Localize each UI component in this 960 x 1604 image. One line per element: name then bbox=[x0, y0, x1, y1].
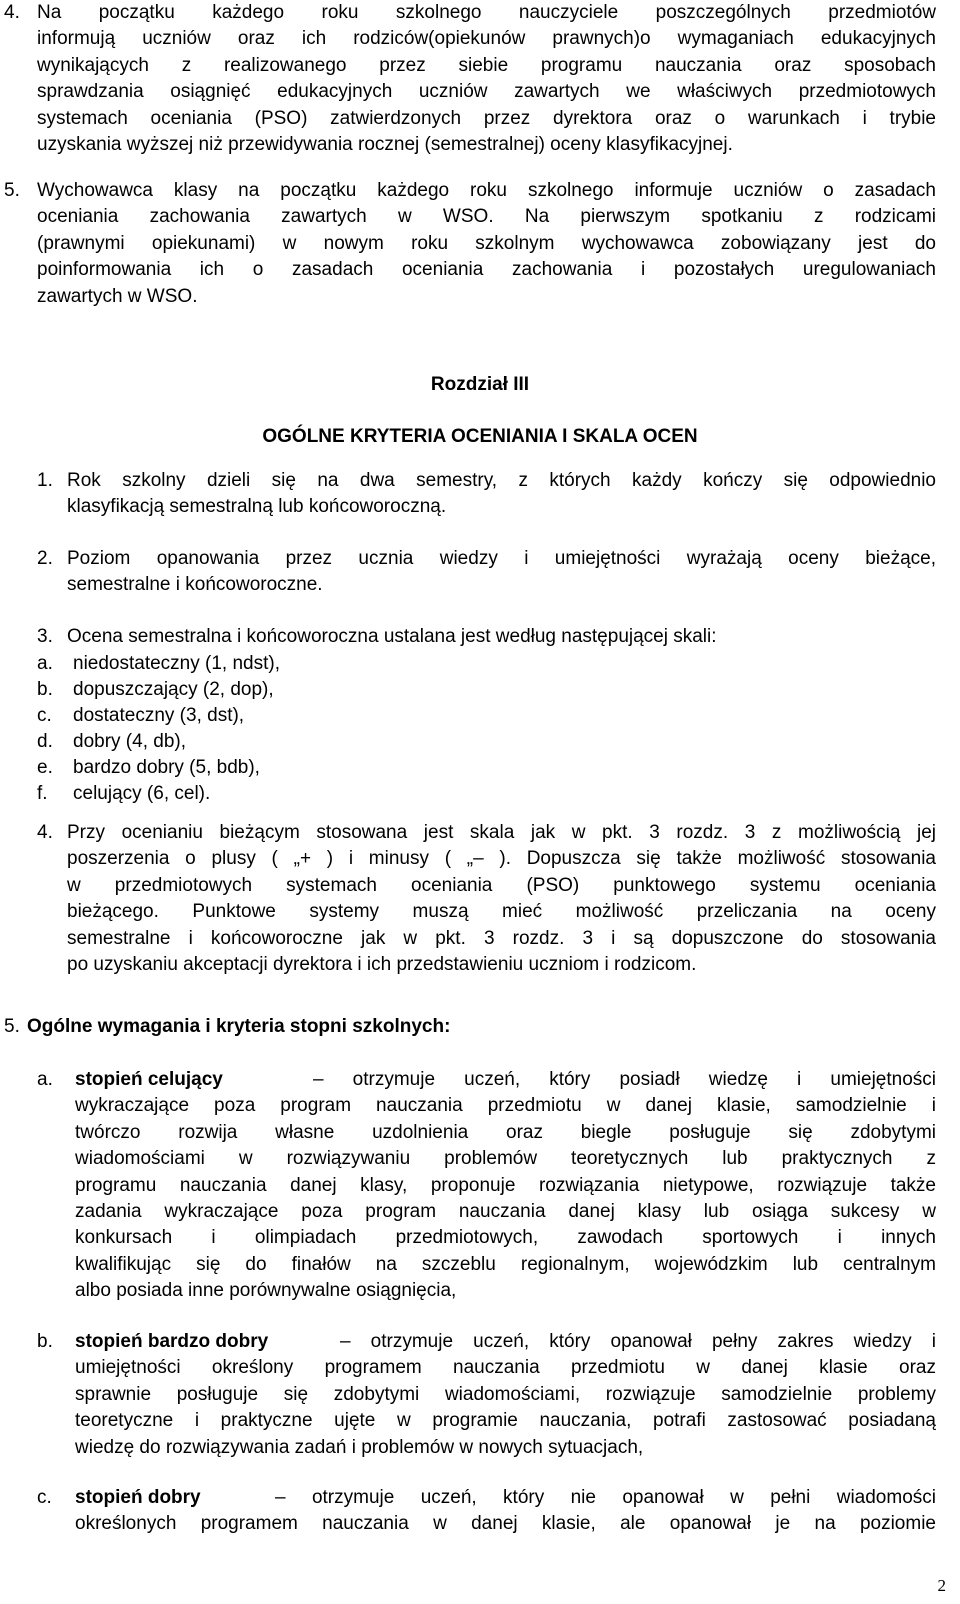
text-line: konkursach i olimpiadach przedmiotowych, zawodach sportowych i innych bbox=[75, 1227, 936, 1249]
section-title: Ogólne wymagania i kryteria stopni szkolnych: bbox=[27, 1016, 451, 1037]
text-line: Przy ocenianiu bieżącym stosowana jest skala jak w pkt. 3 rozdz. 3 z możliwością jej bbox=[67, 822, 936, 843]
text-line: wykraczające poza program nauczania przedmiotu w danej klasie, samodzielnie i bbox=[75, 1095, 936, 1117]
text-line: zawartych w WSO. bbox=[37, 285, 198, 307]
text-line: klasyfikacją semestralną lub końcoworoczną. bbox=[67, 496, 447, 518]
text-line: albo posiada inne porównywalne osiągnięcia, bbox=[75, 1280, 457, 1302]
text-line: sprawnie posługuje się zdobytymi wiadomościami, rozwiązuje samodzielnie problemy bbox=[75, 1383, 936, 1405]
text-line: teoretyczne i praktyczne ujęte w programie nauczania, potrafi zastosować posiadaną bbox=[75, 1410, 936, 1432]
scale-item-label: e. bbox=[37, 757, 53, 778]
grade-term: stopień dobry bbox=[75, 1487, 201, 1508]
scale-item-label: d. bbox=[37, 731, 53, 752]
text-line: wiadomościami w rozwiązywaniu problemów teoretycznych lub praktycznych z bbox=[75, 1148, 936, 1170]
scale-item-label: f. bbox=[37, 783, 48, 804]
scale-item-label: a. bbox=[37, 653, 53, 674]
text-line: wynikających z realizowanego przez siebie programu nauczania oraz sposobach bbox=[37, 54, 936, 76]
text-line: informują uczniów oraz ich rodziców(opiekunów prawnych)o wymaganiach edukacyjnych bbox=[37, 28, 936, 50]
scale-item-text: dopuszczający (2, dop), bbox=[73, 679, 274, 700]
text-line: poinformowania ich o zasadach oceniania zachowania i pozostałych uregulowaniach bbox=[37, 259, 936, 281]
scale-item-text: niedostateczny (1, ndst), bbox=[73, 653, 280, 674]
item-number: 2. bbox=[37, 548, 53, 569]
text-line: – otrzymuje uczeń, który posiadł wiedzę i umiejętności bbox=[313, 1069, 936, 1090]
text-line: Na początku każdego roku szkolnego nauczyciele poszczególnych przedmiotów bbox=[37, 2, 936, 23]
text-line: – otrzymuje uczeń, który nie opanował w pełni wiadomości bbox=[275, 1487, 936, 1508]
scale-item-text: bardzo dobry (5, bdb), bbox=[73, 757, 260, 778]
text-line: wiedzę do rozwiązywania zadań i problemów w nowych sytuacjach, bbox=[75, 1436, 644, 1458]
text-line: zadania wykraczające poza program nauczania danej klasy lub osiąga sukcesy w bbox=[75, 1201, 936, 1223]
grade-label: c. bbox=[37, 1487, 52, 1508]
section-number: 5. bbox=[4, 1016, 20, 1037]
scale-intro: Ocena semestralna i końcoworoczna ustalana jest według następującej skali: bbox=[67, 626, 717, 647]
paragraph-number: 5. bbox=[4, 180, 20, 201]
text-line: Poziom opanowania przez ucznia wiedzy i umiejętności wyrażają oceny bieżące, bbox=[67, 548, 936, 569]
text-line: bieżącego. Punktowe systemy muszą mieć możliwość przeliczania na oceny bbox=[67, 901, 936, 923]
scale-item-label: b. bbox=[37, 679, 53, 700]
text-line: w przedmiotowych systemach oceniania (PSO) punktowego systemu oceniania bbox=[67, 874, 936, 896]
text-line: określonych programem nauczania w danej klasie, ale opanował je na poziomie bbox=[75, 1513, 936, 1535]
text-line: systemach oceniania (PSO) zatwierdzonych przez dyrektora oraz o warunkach i trybie bbox=[37, 107, 936, 129]
item-number: 1. bbox=[37, 470, 53, 491]
scale-item-text: dobry (4, db), bbox=[73, 731, 186, 752]
text-line: uzyskania wyższej niż przewidywania rocznej (semestralnej) oceny klasyfikacyjnej. bbox=[37, 134, 733, 156]
text-line: programu nauczania danej klasy, proponuje rozwiązania nietypowe, rozwiązuje także bbox=[75, 1174, 936, 1196]
text-line: twórczo rozwija własne uzdolnienia oraz biegle posługuje się zdobytymi bbox=[75, 1121, 936, 1143]
grade-label: b. bbox=[37, 1331, 53, 1352]
item-number: 4. bbox=[37, 822, 53, 843]
text-line: po uzyskaniu akceptacji dyrektora i ich przedstawieniu uczniom i rodzicom. bbox=[67, 954, 697, 976]
scale-item-label: c. bbox=[37, 705, 52, 726]
chapter-subtitle: OGÓLNE KRYTERIA OCENIANIA I SKALA OCEN bbox=[262, 426, 698, 447]
grade-term: stopień celujący bbox=[75, 1069, 223, 1090]
grade-term: stopień bardzo dobry bbox=[75, 1331, 269, 1352]
text-line: (prawnymi opiekunami) w nowym roku szkolnym wychowawca zobowiązany jest do bbox=[37, 232, 936, 254]
text-line: oceniania zachowania zawartych w WSO. Na pierwszym spotkaniu z rodzicami bbox=[37, 206, 936, 228]
text-line: semestralne i końcoworoczne. bbox=[67, 574, 323, 596]
text-line: Rok szkolny dzieli się na dwa semestry, z których każdy kończy się odpowiednio bbox=[67, 470, 936, 491]
text-line: umiejętności określony programem nauczania przedmiotu w danej klasie oraz bbox=[75, 1357, 936, 1379]
scale-item-text: celujący (6, cel). bbox=[73, 783, 211, 804]
chapter-title: Rozdział III bbox=[430, 374, 530, 395]
text-line: sprawdzania osiągnięć edukacyjnych uczniów zawartych we właściwych przedmiotowych bbox=[37, 81, 936, 103]
text-line: kwalifikując się do finałów na szczeblu regionalnym, wojewódzkim lub centralnym bbox=[75, 1253, 936, 1275]
scale-item-text: dostateczny (3, dst), bbox=[73, 705, 245, 726]
text-line: semestralne i końcoworoczne jak w pkt. 3 rozdz. 3 i są dopuszczone do stosowania bbox=[67, 927, 936, 949]
item-number: 3. bbox=[37, 626, 53, 647]
page-number: 2 bbox=[937, 1576, 946, 1595]
text-line: – otrzymuje uczeń, który opanował pełny zakres wiedzy i bbox=[340, 1331, 936, 1352]
text-line: poszerzenia o plusy ( „+ ) i minusy ( „– ). Dopuszcza się także możliwość stosowania bbox=[67, 848, 936, 870]
grade-label: a. bbox=[37, 1069, 53, 1090]
text-line: Wychowawca klasy na początku każdego roku szkolnego informuje uczniów o zasadach bbox=[37, 180, 936, 201]
paragraph-number: 4. bbox=[4, 2, 20, 23]
